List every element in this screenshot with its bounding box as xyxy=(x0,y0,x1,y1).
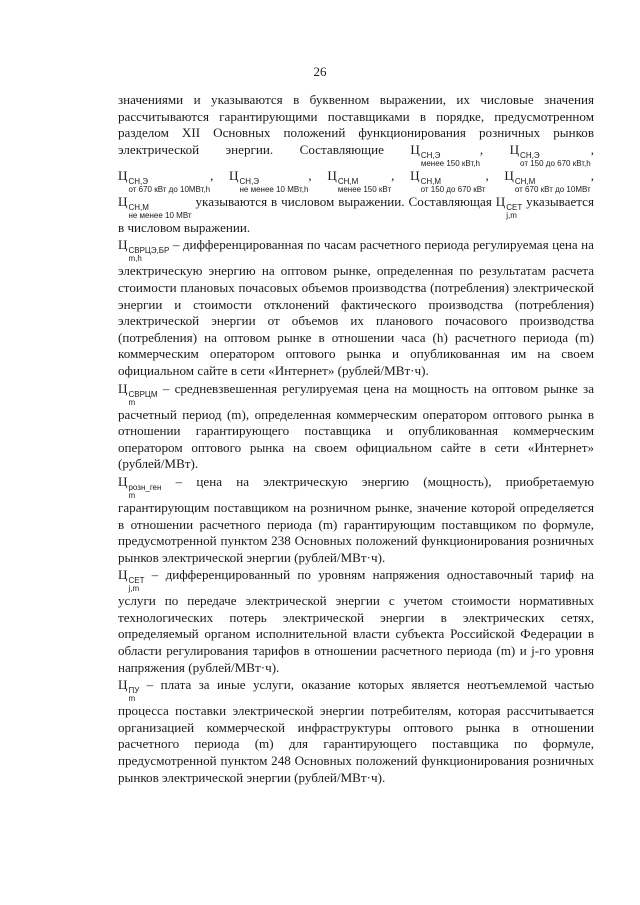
definition-text: – средневзвешенная регулируемая цена на мощность на оптовом рынке за расчетный период (m), определенная коммерческим оператором оптового рынка в отношении гарантирующего поставщика и опубликованная коммерческим оператором оптового рынка на своем официальном сайте в сети «Интернет» (рублей/МВт). xyxy=(118,380,595,472)
definition-svrcm xyxy=(118,381,594,473)
definition-rozn-gen xyxy=(118,474,594,566)
page-number: 26 xyxy=(313,64,327,79)
paragraph-text: Составляющая xyxy=(408,193,492,209)
paragraph-components: значениями и указываются в буквенном выражении, их числовые значения рассчитываются гарантирующими поставщиками в порядке, предусмотренном разделом XII Основных положений функционирования розничных рынков электрической энергии. Составляющие Ц СН,Э менее 150 кВт,h , Ц СН,Э от 150 до 670 кВт,h , Ц СН,Э от 670 кВт до 10МВт,h , Ц СН,Э не менее 10 МВт,h , Ц СН,М менее 150 кВт , Ц СН,М от 150 до 670 кВт , Ц СН,М от 670 кВт до 10МВт , Ц СН,М не менее 10 МВт указываются в числовом выражении. Составляющая Ц СЕТ j,m указывается в числовом выражении. xyxy=(118,92,595,235)
symbol-c-svrcm: Ц СВРЦМ m xyxy=(118,380,158,407)
symbol-c-set: Ц СЕТ j,m xyxy=(495,193,523,220)
paragraph-text: значениями и указываются в буквенном выражении, их числовые значения рассчитываются гарантирующими поставщиками в порядке, предусмотренном разделом XII Основных положений функционирования розничных рынков электрической энергии. Составляющие xyxy=(118,92,594,157)
definition-text: – дифференцированная по часам расчетного периода регулируемая цена на электрическую энергию на оптовом рынке, определенная по результатам расчета стоимости плановых почасовых объемов производства (потребления) электрической энергии и стоимости отклонений фактического производства (потребления) электрической энергии от объемов их планового почасового производства (потребления) на оптовом рынке в отношении часа (h) расчетного периода (m) коммерческим оператором оптового рынка и опубликованная им на своем официальном сайте в сети «Интернет» (рублей/МВт·ч). xyxy=(118,237,594,378)
definition-text: – цена на электрическую энергию (мощность), приобретаемую гарантирующим поставщиком на розничном рынке, значение которой определяется в отношении расчетного периода (m) гарантирующим поставщиком по формуле, предусмотренной пунктом 238 Основных положений функционирования розничных рынков электрической энергии (рублей/МВт·ч). xyxy=(118,473,594,565)
page-body xyxy=(118,92,594,787)
symbol-c-pu: Ц ПУ m xyxy=(118,677,140,704)
definition-set xyxy=(118,567,594,676)
symbol-c-set-jm: Ц СЕТ j,m xyxy=(118,567,145,594)
symbol-c-svrce-br: Ц СВРЦЭ,БР m,h xyxy=(118,237,170,264)
symbol-c-sn-e-150-670: Ц СН,Э от 150 до 670 кВт,h xyxy=(509,141,591,168)
symbol-c-sn-m-670-10mw: Ц СН,М от 670 кВт до 10МВт xyxy=(504,167,591,194)
symbol-c-rozn-gen: Ц розн_ген m xyxy=(118,473,162,500)
symbol-c-sn-m-150-670: Ц СН,М от 150 до 670 кВт xyxy=(410,167,486,194)
definition-text: – плата за иные услуги, оказание которых является неотъемлемой частью процесса поставки электрической энергии потребителям, которая рассчитывается организацией коммерческой инфраструктуры оптового рынка в отношении расчетного периода (m) для гарантирующего поставщика по формуле, предусмотренной пунктом 248 Основных положений функционирования розничных рынков электрической энергии (рублей/МВт·ч). xyxy=(118,677,594,785)
definition-svrce-br xyxy=(118,237,594,379)
symbol-c-sn-e-lt150: Ц СН,Э менее 150 кВт,h xyxy=(410,141,480,168)
paragraph-text: указывается в числовом выражении. xyxy=(118,193,595,235)
definition-text: – дифференцированный по уровням напряжения одноставочный тариф на услуги по передаче электрической энергии с учетом стоимости нормативных технологических потерь электрической энергии в электрических сетях, определяемый органом исполнительной власти субъекта Российской Федерации в области регулирования тарифов в отношении расчетного периода (m) и j-го уровня напряжения (рублей/МВт·ч). xyxy=(118,567,594,675)
symbol-c-sn-e-670-10mw: Ц СН,Э от 670 кВт до 10МВт,h xyxy=(118,167,211,194)
symbol-c-sn-e-ge10mw: Ц СН,Э не менее 10 МВт,h xyxy=(229,167,309,194)
symbol-c-sn-m-lt150: Ц СН,М менее 150 кВт xyxy=(327,167,392,194)
symbol-c-sn-m-ge10mw: Ц СН,М не менее 10 МВт xyxy=(118,193,192,220)
definition-pu xyxy=(118,677,594,786)
paragraph-text: указываются в числовом выражении. xyxy=(195,193,405,209)
